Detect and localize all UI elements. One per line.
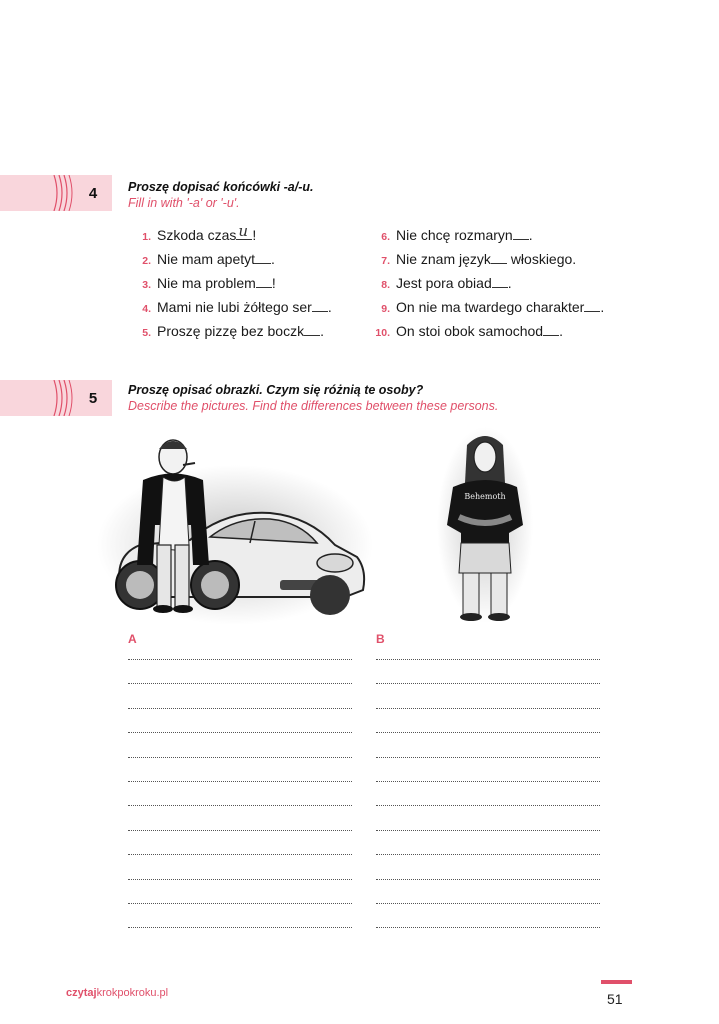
brand-rest: krokpokroku.pl [96, 987, 169, 999]
answer-blank[interactable] [255, 251, 271, 264]
item-text-before: Nie chcę rozmaryn [396, 227, 513, 243]
item-text-before: On nie ma twardego charakter [396, 299, 585, 315]
exercise-5-instruction [128, 383, 498, 413]
answer-blank[interactable] [513, 227, 529, 240]
writing-line-b[interactable] [376, 732, 600, 733]
writing-line-b[interactable] [376, 708, 600, 709]
item-text-before: Nie ma problem [157, 275, 256, 291]
writing-line-a[interactable] [128, 879, 352, 880]
answer-blank[interactable] [492, 275, 508, 288]
writing-line-b[interactable] [376, 805, 600, 806]
exercise-item [368, 275, 512, 291]
item-text-after: . [271, 251, 275, 267]
answer-blank[interactable] [312, 299, 328, 312]
decorative-stripes-icon [52, 380, 80, 416]
shirt-text: Behemoth [464, 492, 506, 501]
exercise-item [129, 275, 276, 291]
column-label-a: A [128, 632, 137, 646]
item-text-after: ! [252, 227, 257, 243]
answer-blank[interactable] [236, 222, 252, 240]
answer-blank[interactable] [491, 251, 507, 264]
exercise-item [129, 222, 257, 243]
instruction-english: Describe the pictures. Find the differences between these persons. [128, 399, 499, 413]
example-answer: u [238, 222, 249, 240]
item-text-after: ! [271, 275, 276, 291]
page-number-bar [601, 980, 632, 984]
writing-line-a[interactable] [128, 927, 352, 928]
item-number: 6. [381, 231, 390, 243]
exercise-item [129, 299, 332, 315]
brand-bold: czytaj [66, 987, 97, 999]
answer-blank[interactable] [304, 323, 320, 336]
writing-line-b[interactable] [376, 903, 600, 904]
writing-line-a[interactable] [128, 781, 352, 782]
item-number: 5. [142, 327, 151, 339]
writing-line-a[interactable] [128, 757, 352, 758]
writing-line-a[interactable] [128, 708, 352, 709]
writing-line-b[interactable] [376, 683, 600, 684]
item-number: 4. [142, 303, 151, 315]
item-number: 7. [381, 255, 390, 267]
writing-line-a[interactable] [128, 805, 352, 806]
item-text-before: Jest pora obiad [396, 275, 492, 291]
item-number: 3. [142, 279, 151, 291]
item-number: 8. [381, 279, 390, 291]
writing-line-b[interactable] [376, 830, 600, 831]
exercise-item [129, 323, 324, 339]
item-text-before: Nie mam apetyt [157, 251, 256, 267]
writing-line-a[interactable] [128, 659, 352, 660]
item-text-after: . [327, 299, 332, 315]
item-text-before: On stoi obok samochod [396, 323, 544, 339]
instruction-english: Fill in with '-a' or '-u'. [128, 196, 240, 210]
item-text-before: Mami nie lubi żółtego ser [157, 299, 312, 315]
item-text-after: . [507, 275, 512, 291]
exercise-item [129, 251, 275, 267]
item-text-after: włoskiego. [510, 251, 577, 267]
item-number: 2. [142, 255, 151, 267]
writing-line-a[interactable] [128, 683, 352, 684]
writing-line-b[interactable] [376, 879, 600, 880]
illustration-long-haired-person [435, 425, 535, 625]
item-text-before: Nie znam język [396, 251, 491, 267]
writing-line-b[interactable] [376, 854, 600, 855]
item-number: 9. [381, 303, 390, 315]
writing-line-b[interactable] [376, 757, 600, 758]
page-number: 51 [607, 991, 623, 1007]
illustration-man-with-car [95, 425, 375, 625]
answer-blank[interactable] [584, 299, 600, 312]
writing-line-a[interactable] [128, 854, 352, 855]
exercise-item [368, 299, 604, 315]
item-text-after: . [600, 299, 605, 315]
footer-brand [66, 987, 168, 999]
exercise-4-instruction [128, 180, 313, 210]
exercise-item [368, 323, 563, 339]
exercise-item [368, 251, 576, 267]
writing-line-b[interactable] [376, 659, 600, 660]
writing-line-b[interactable] [376, 927, 600, 928]
answer-blank[interactable] [543, 323, 559, 336]
item-number: 1. [142, 231, 151, 243]
exercise-4-number: 4 [88, 184, 98, 202]
item-text-before: Proszę pizzę bez boczk [157, 323, 305, 339]
item-text-after: . [559, 323, 563, 339]
exercise-5-number: 5 [88, 389, 98, 407]
exercise-item [368, 227, 533, 243]
instruction-polish: Proszę dopisać końcówki -a/-u. [128, 180, 314, 194]
writing-line-a[interactable] [128, 903, 352, 904]
writing-line-b[interactable] [376, 781, 600, 782]
column-label-b: B [376, 632, 385, 646]
item-text-after: . [320, 323, 324, 339]
item-number: 10. [375, 327, 390, 339]
instruction-polish: Proszę opisać obrazki. Czym się różnią te osoby? [128, 383, 424, 397]
answer-blank[interactable] [256, 275, 272, 288]
writing-line-a[interactable] [128, 830, 352, 831]
item-text-before: Szkoda czas [157, 227, 237, 243]
decorative-stripes-icon [52, 175, 80, 211]
item-text-after: . [528, 227, 533, 243]
writing-line-a[interactable] [128, 732, 352, 733]
